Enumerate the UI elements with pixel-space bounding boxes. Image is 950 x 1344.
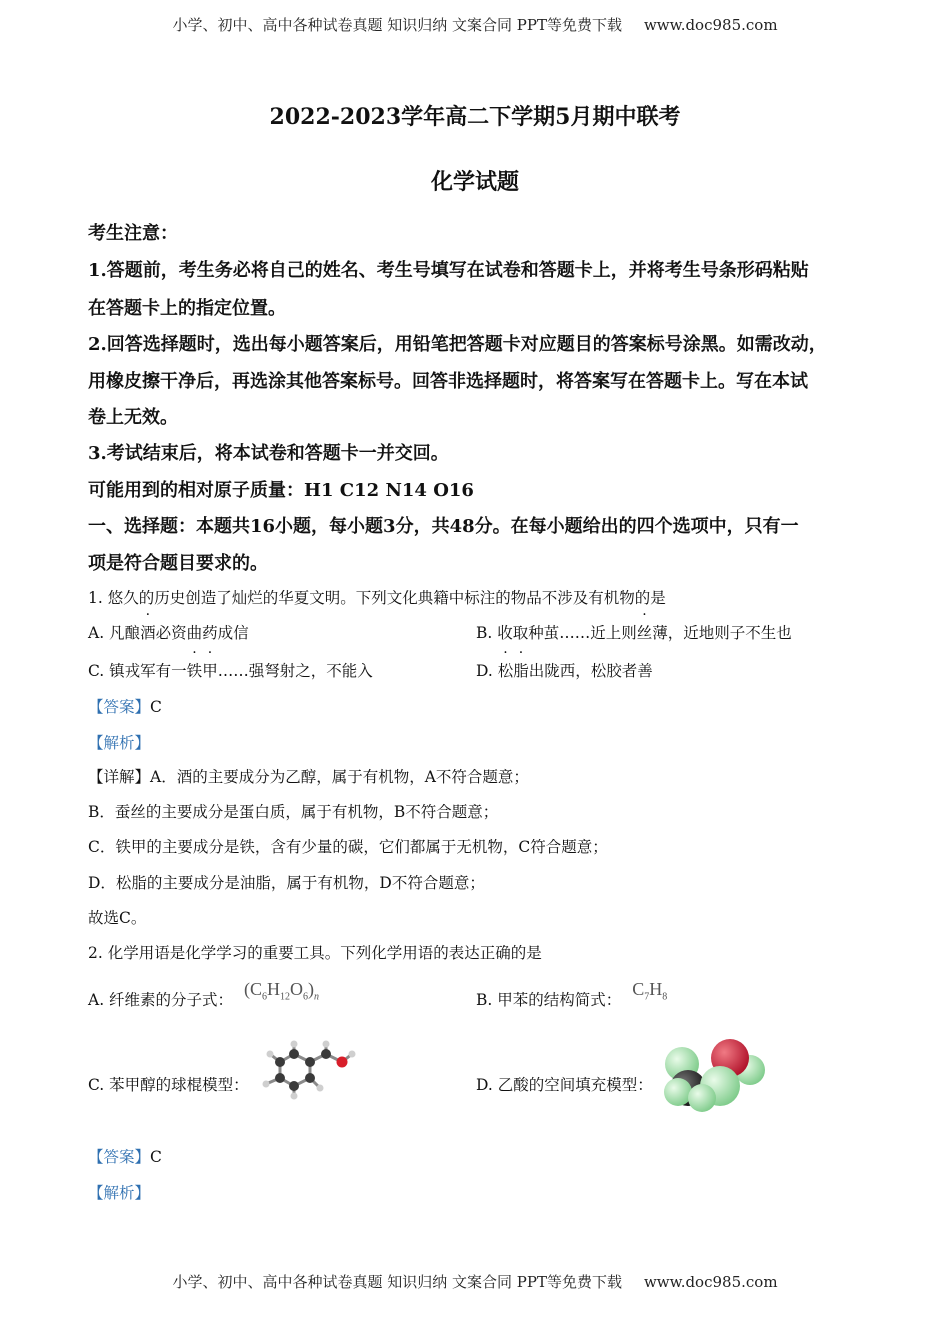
section-1-line-2: 项是符合题目要求的。 [88, 553, 268, 574]
q2-b-sub-2: 8 [662, 991, 668, 1003]
q1-stem: 1. 悠久的历史创造了灿烂的华夏文明。下列文化典籍中标注的物品不涉及有机物的是 [88, 589, 666, 607]
exam-title: 2022-2023学年高二下学期5月期中联考 [269, 104, 681, 130]
q2-b-formula-2: H [649, 979, 663, 999]
q2-a-sub-2: 12 [280, 991, 290, 1003]
q2-b-formula-1: C [632, 979, 645, 999]
q1-option-a-suffix: 必资曲药成信 [155, 624, 249, 642]
page-header [0, 14, 950, 35]
footer-site-link[interactable]: www.doc985.com [643, 1273, 778, 1291]
q1-option-b-prefix: B. 收取种茧……近上则 [476, 624, 637, 642]
q2-option-a-label: A. 纤维素的分子式： [88, 991, 234, 1009]
q1-detail-c: C．铁甲的主要成分是铁，含有少量的碳，它们都属于无机物，C符合题意； [88, 838, 608, 856]
q1-option-d-marked-1: 松 [497, 662, 514, 680]
header-text: 小学、初中、高中各种试卷真题 知识归纳 文案合同 PPT等免费下载 [172, 16, 622, 34]
q1-answer-tag: 【答案】 [88, 698, 151, 716]
q1-option-d-suffix: 出陇西，松胶者善 [528, 662, 653, 680]
q2-answer-tag: 【答案】 [88, 1148, 151, 1166]
q2-a-sub-1: 6 [262, 991, 267, 1003]
q2-b-sub-1: 7 [644, 991, 650, 1003]
q2-option-c: C. 苯甲醇的球棍模型： [88, 1076, 249, 1094]
q1-option-c-marked-1: 铁 [186, 662, 203, 680]
q2-a-sub-3: 6 [303, 991, 308, 1003]
notice-item-1-line-2: 在答题卡上的指定位置。 [88, 298, 286, 319]
q2-option-d: D. 乙酸的空间填充模型： [476, 1076, 653, 1094]
footer-text: 小学、初中、高中各种试卷真题 知识归纳 文案合同 PPT等免费下载 [172, 1273, 622, 1291]
acetic-acid-space-filling-model [660, 1038, 770, 1114]
q1-answer [88, 695, 162, 717]
notice-item-2-line-3: 卷上无效。 [88, 407, 178, 428]
q1-option-a-marked: 酒 [140, 624, 156, 642]
q2-option-a [88, 979, 319, 1013]
q1-option-c-suffix: ……强弩射之，不能入 [217, 662, 373, 680]
q1-option-d-prefix: D. [476, 662, 498, 680]
q1-detail-d: D．松脂的主要成分是油脂，属于有机物，D不符合题意； [88, 874, 485, 892]
exam-subject: 化学试题 [430, 169, 519, 195]
q2-a-sub-4: n [314, 991, 319, 1003]
q1-detail-a-text: A．酒的主要成分为乙醇，属于有机物，A不符合题意； [150, 768, 529, 786]
notice-item-2-line-1: 2.回答选择题时，选出每小题答案后，用铅笔把答题卡对应题目的答案标号涂黑。如需改动， [88, 334, 827, 355]
q1-detail-b: B．蚕丝的主要成分是蛋白质，属于有机物，B不符合题意； [88, 803, 499, 821]
q1-analysis-tag: 【解析】 [88, 734, 151, 752]
q2-a-formula-4: ) [308, 979, 314, 999]
q1-conclusion: 故选C。 [88, 909, 147, 927]
q1-detail-tag: 【详解】 [88, 768, 151, 786]
q2-answer-value: C [150, 1148, 162, 1166]
q1-option-c [88, 659, 373, 681]
q2-a-formula-3: O [290, 979, 303, 999]
q1-option-d [476, 659, 653, 681]
header-site-link[interactable]: www.doc985.com [643, 16, 778, 34]
q1-option-b [476, 621, 792, 643]
q2-analysis-tag: 【解析】 [88, 1184, 151, 1202]
q1-answer-value: C [150, 698, 162, 716]
q1-option-a [88, 621, 249, 643]
q2-a-formula-1: (C [244, 979, 262, 999]
q2-option-b-label: B. 甲苯的结构简式： [476, 991, 622, 1009]
benzyl-alcohol-ball-stick-model [258, 1040, 368, 1105]
q1-option-b-marked: 丝 [636, 624, 653, 642]
q1-detail-a [88, 765, 529, 787]
q1-option-a-prefix: A. 凡酿 [88, 624, 141, 642]
cellulose-formula [244, 979, 319, 1003]
q2-option-b [476, 979, 668, 1013]
q2-a-formula-2: H [267, 979, 280, 999]
q1-option-c-prefix: C. 镇戎军有一 [88, 662, 187, 680]
q1-option-d-marked-2: 脂 [513, 662, 529, 680]
toluene-formula [632, 979, 668, 1003]
notice-heading: 考生注意： [88, 223, 178, 244]
page-footer [0, 1271, 950, 1292]
section-1-line-1: 一、选择题：本题共16小题，每小题3分，共48分。在每小题给出的四个选项中，只有一 [88, 516, 799, 537]
q1-option-c-marked-2: 甲 [202, 662, 218, 680]
q2-stem: 2. 化学用语是化学学习的重要工具。下列化学用语的表达正确的是 [88, 944, 542, 962]
atomic-mass-line: 可能用到的相对原子质量：H1 C12 N14 O16 [88, 480, 474, 501]
notice-item-2-line-2: 用橡皮擦干净后，再选涂其他答案标号。回答非选择题时，将答案写在答题卡上。写在本试 [88, 371, 808, 392]
notice-item-1-line-1: 1.答题前，考生务必将自己的姓名、考生号填写在试卷和答题卡上，并将考生号条形码粘贴 [88, 260, 809, 281]
q1-option-b-suffix: 薄，近地则子不生也 [652, 624, 792, 642]
notice-item-3: 3.考试结束后，将本试卷和答题卡一并交回。 [88, 443, 449, 464]
q2-answer [88, 1145, 162, 1167]
